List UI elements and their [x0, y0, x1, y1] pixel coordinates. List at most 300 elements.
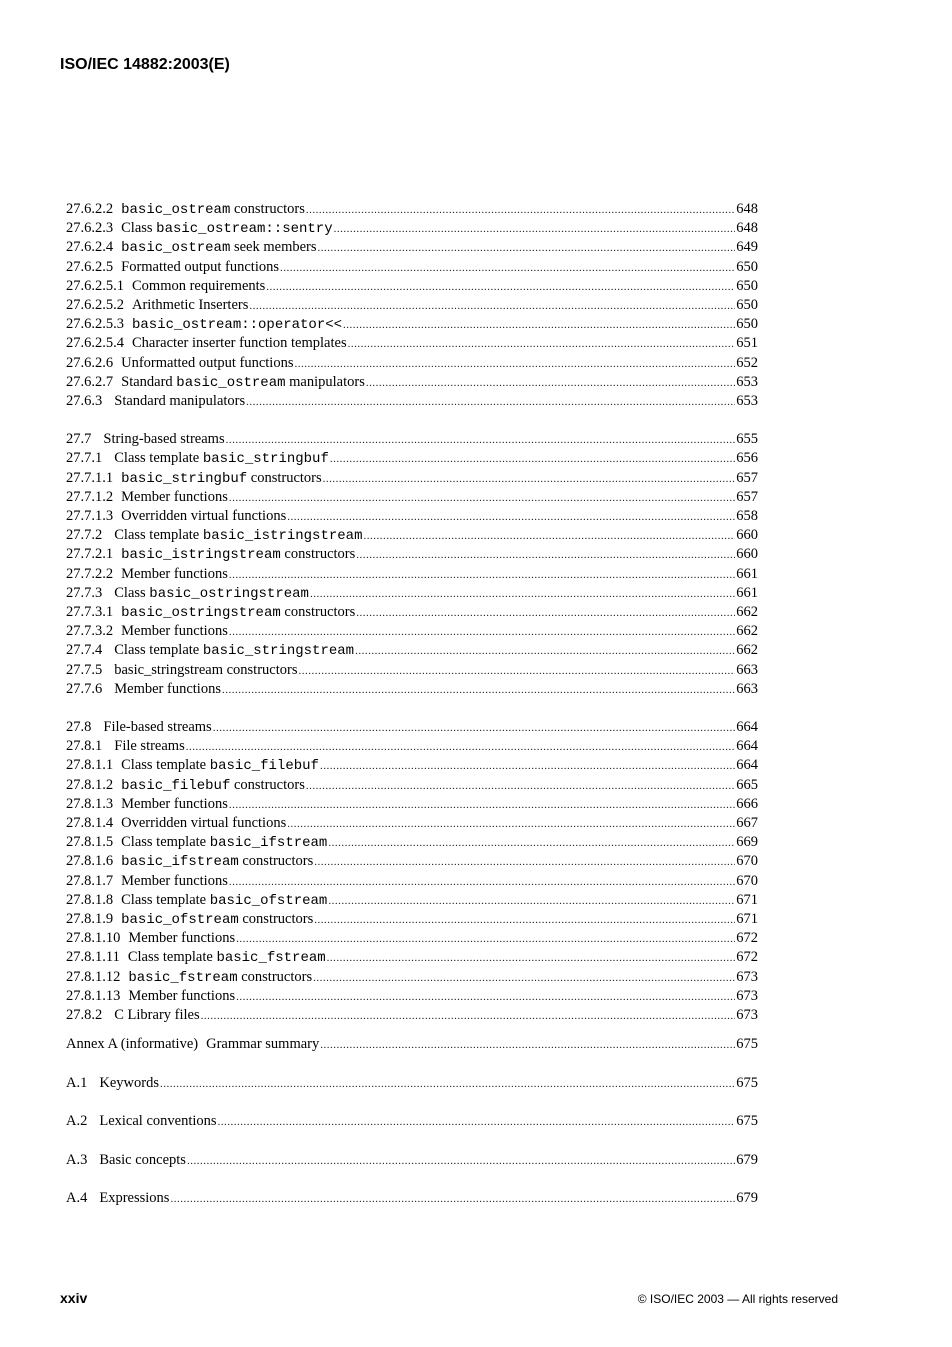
toc-entry[interactable] [66, 622, 758, 641]
toc-entry-page: 679 [736, 1151, 758, 1168]
page-number-label: xxiv [60, 1290, 88, 1306]
toc-entry[interactable] [66, 737, 758, 756]
toc-entry-page: 648 [736, 201, 758, 217]
toc-entry-title [114, 584, 309, 604]
toc-entry-page: 663 [736, 661, 758, 678]
toc-entry[interactable] [66, 430, 758, 449]
toc-entry-page: 670 [736, 853, 758, 870]
toc-entry-page: 662 [736, 642, 758, 659]
toc-entry-number: 27.6.2.2 [66, 201, 114, 217]
toc-entry-title [121, 507, 286, 526]
toc-entry-page: 650 [736, 277, 758, 294]
toc-title-code: basic_ostream [121, 240, 231, 257]
toc-entry[interactable] [66, 373, 758, 392]
toc-title-text: constructors [238, 853, 314, 870]
toc-title-text: Member functions [121, 565, 228, 582]
toc-entry[interactable] [66, 1141, 758, 1180]
toc-entry-number: 27.8.2 [66, 1006, 103, 1023]
toc-title-text: Arithmetic Inserters [132, 296, 249, 313]
toc-entry-number: 27.8.1.13 [66, 987, 121, 1004]
toc-dot-leader [313, 969, 735, 988]
toc-entry-number: 27.7.1.1 [66, 469, 114, 486]
toc-title-text: basic_stringstream constructors [114, 661, 298, 678]
toc-dot-leader [310, 585, 735, 604]
toc-entry-number: 27.6.2.5.4 [66, 335, 124, 352]
toc-entry-page: 661 [736, 565, 758, 582]
toc-entry-number: 27.7.1.2 [66, 488, 114, 505]
toc-entry-page: 653 [736, 392, 758, 409]
toc-dot-leader [306, 777, 735, 796]
toc-entry-title [114, 392, 245, 411]
toc-entry-number: 27.7.1.3 [66, 508, 114, 524]
toc-entry-page: 661 [736, 584, 758, 601]
toc-entry-page: 663 [736, 680, 758, 697]
toc-title-text: Standard manipulators [114, 392, 246, 409]
toc-title-text: constructors [230, 201, 305, 217]
toc-title-text: constructors [280, 603, 356, 620]
toc-entry-page: 669 [736, 834, 758, 851]
toc-entry-title [121, 910, 313, 930]
toc-dot-leader [328, 834, 735, 853]
toc-entry-page: 671 [736, 891, 758, 908]
toc-dot-leader [229, 623, 735, 642]
toc-entry[interactable] [66, 392, 758, 411]
toc-dot-leader [298, 662, 735, 681]
toc-dot-leader [229, 566, 735, 585]
toc-entry-title [128, 968, 312, 988]
toc-section-gap [66, 699, 758, 718]
toc-entry-title [121, 373, 365, 393]
toc-title-text: Member functions [128, 930, 236, 947]
toc-entry[interactable] [66, 469, 758, 488]
toc-entry[interactable] [66, 565, 758, 584]
toc-title-text: Member functions [121, 872, 228, 889]
toc-entry[interactable] [66, 277, 758, 296]
toc-title-text: Class template [121, 834, 210, 851]
toc-entry-page: 664 [736, 719, 758, 736]
toc-entry-number: 27.7.2 [66, 527, 103, 544]
toc-entry-title [114, 661, 297, 680]
toc-title-code: basic_ostringstream [149, 585, 309, 602]
toc-entry[interactable] [66, 756, 758, 775]
toc-entry-number: 27.8.1.12 [66, 968, 121, 985]
toc-entry[interactable] [66, 833, 758, 852]
toc-entry-page: 673 [736, 987, 758, 1004]
toc-entry-number: 27.8 [66, 719, 92, 736]
toc-entry-page: 658 [736, 508, 758, 524]
toc-entry-number: 27.8.1.5 [66, 834, 114, 851]
toc-entry-number: A.3 [66, 1151, 88, 1168]
toc-entry-page: 664 [736, 757, 758, 774]
toc-title-code: basic_ostream [176, 374, 286, 391]
toc-entry-page: 666 [736, 795, 758, 812]
toc-entry-number: A.4 [66, 1190, 88, 1207]
toc-entry-number: 27.6.3 [66, 392, 103, 409]
toc-title-text: manipulators [285, 373, 365, 390]
toc-title-text: Class template [114, 450, 203, 467]
toc-entry[interactable] [66, 891, 758, 910]
toc-entry-number: 27.7.1 [66, 450, 103, 467]
toc-entry-page: 675 [736, 1113, 758, 1130]
toc-title-text: Class [121, 220, 157, 237]
toc-dot-leader [348, 335, 736, 354]
toc-dot-leader [236, 988, 735, 1007]
toc-entry[interactable] [66, 968, 758, 987]
toc-entry[interactable] [66, 1025, 758, 1064]
toc-entry-title [121, 545, 355, 565]
toc-title-text: constructors [280, 546, 356, 563]
toc-dot-leader [280, 259, 735, 278]
toc-title-code: basic_istringstream [121, 547, 281, 564]
toc-entry-title [121, 756, 319, 776]
toc-dot-leader [334, 220, 736, 239]
toc-entry[interactable] [66, 852, 758, 871]
toc-title-text: C Library files [114, 1006, 200, 1023]
toc-title-code: basic_stringbuf [121, 470, 248, 487]
toc-entry-number: 27.7.3.1 [66, 603, 114, 620]
toc-entry[interactable] [66, 603, 758, 622]
toc-entry[interactable] [66, 795, 758, 814]
toc-title-text: Member functions [128, 987, 236, 1004]
toc-entry-title [121, 776, 305, 796]
toc-title-code: basic_ostringstream [121, 604, 281, 621]
toc-entry-number: A.2 [66, 1113, 88, 1130]
toc-title-code: basic_ostream::sentry [156, 221, 333, 238]
toc-entry[interactable] [66, 718, 758, 737]
toc-entry[interactable] [66, 680, 758, 699]
toc-title-code: basic_ostream [121, 202, 231, 218]
toc-entry-page: 675 [736, 1036, 758, 1053]
toc-title-code: basic_ifstream [209, 835, 328, 852]
toc-entry-number: 27.7.3 [66, 584, 103, 601]
toc-entry[interactable] [66, 987, 758, 1006]
toc-entry-title [121, 488, 228, 507]
toc-title-text: Unformatted output functions [121, 354, 294, 371]
toc-entry-page: 671 [736, 910, 758, 927]
toc-title-code: basic_ofstream [121, 911, 239, 928]
toc-title-text: Basic concepts [99, 1151, 186, 1168]
toc-entry[interactable] [66, 1179, 758, 1218]
toc-title-text: String-based streams [103, 431, 225, 448]
toc-entry-title [99, 1141, 186, 1180]
toc-dot-leader [201, 1007, 736, 1026]
toc-title-code: basic_fstream [128, 969, 238, 986]
toc-entry-page: 657 [736, 469, 758, 486]
toc-title-text: Class template [114, 527, 203, 544]
toc-entry-title [99, 1179, 169, 1218]
toc-dot-leader [229, 873, 735, 892]
toc-entry-title [128, 929, 235, 948]
toc-entry[interactable] [66, 296, 758, 315]
toc-entry-number: 27.6.2.3 [66, 220, 114, 237]
toc-entry[interactable] [66, 545, 758, 564]
toc-entry-title [128, 948, 326, 968]
toc-entry-page: 675 [736, 1074, 758, 1091]
table-of-contents [66, 200, 758, 1218]
toc-dot-leader [323, 470, 736, 489]
toc-dot-leader [236, 930, 735, 949]
toc-entry-title [99, 1064, 159, 1103]
toc-entry-page: 657 [736, 488, 758, 505]
toc-entry-number: 27.7.6 [66, 680, 103, 697]
toc-entry-title [121, 872, 228, 891]
toc-dot-leader [229, 489, 735, 508]
toc-entry[interactable] [66, 661, 758, 680]
toc-entry-number: 27.7.2.1 [66, 546, 114, 563]
toc-entry[interactable] [66, 1064, 758, 1103]
toc-entry[interactable] [66, 238, 758, 257]
toc-entry-title [121, 354, 293, 373]
toc-title-code: basic_filebuf [209, 758, 319, 775]
toc-entry-page: 672 [736, 930, 758, 947]
toc-title-code: basic_fstream [216, 950, 326, 967]
toc-entry-page: 662 [736, 603, 758, 620]
toc-dot-leader [343, 316, 735, 335]
toc-title-text: constructors [247, 469, 322, 486]
toc-entry-page: 662 [736, 623, 758, 640]
toc-entry[interactable] [66, 776, 758, 795]
toc-title-text: File streams [114, 738, 185, 755]
toc-entry-page: 665 [736, 776, 758, 793]
toc-dot-leader [356, 546, 735, 565]
toc-entry-number: 27.6.2.5 [66, 258, 114, 275]
toc-title-text: Lexical conventions [99, 1113, 217, 1130]
toc-entry-page: 673 [736, 968, 758, 985]
toc-entry[interactable] [66, 910, 758, 929]
toc-title-code: basic_stringstream [202, 643, 355, 660]
toc-dot-leader [246, 393, 735, 412]
toc-title-code: basic_ifstream [121, 854, 239, 871]
toc-title-text: Class template [121, 757, 210, 774]
toc-entry-number: Annex A (informative) [66, 1036, 199, 1053]
toc-entry-page: 660 [736, 527, 758, 544]
toc-title-text: Class [114, 584, 150, 601]
toc-title-text: Expressions [99, 1190, 170, 1207]
toc-entry-number: 27.8.1.3 [66, 795, 114, 812]
toc-entry-number: 27.6.2.7 [66, 373, 114, 390]
toc-title-code: basic_stringbuf [202, 451, 329, 468]
toc-entry[interactable] [66, 334, 758, 353]
toc-entry[interactable] [66, 200, 758, 219]
toc-entry-page: 667 [736, 815, 758, 831]
toc-entry-title [121, 565, 228, 584]
toc-entry-number: 27.8.1.8 [66, 891, 114, 908]
toc-entry-title [121, 622, 228, 641]
toc-title-text: seek members [230, 239, 317, 256]
toc-entry-page: 651 [736, 335, 758, 352]
toc-title-code: basic_istringstream [202, 528, 363, 545]
toc-entry-number: 27.8.1.6 [66, 853, 114, 870]
toc-entry-number: 27.6.2.5.1 [66, 277, 124, 294]
toc-dot-leader [287, 815, 735, 834]
toc-entry-title [132, 334, 347, 353]
toc-dot-leader [330, 450, 735, 469]
toc-entry-title [114, 526, 362, 546]
toc-dot-leader [320, 1026, 735, 1065]
toc-dot-leader [328, 892, 735, 911]
toc-title-text: constructors [237, 968, 313, 985]
toc-entry-page: 649 [736, 239, 758, 256]
toc-entry[interactable] [66, 449, 758, 468]
toc-entry-page: 673 [736, 1006, 758, 1023]
toc-dot-leader [218, 1103, 736, 1142]
toc-entry-page: 672 [736, 949, 758, 966]
toc-section-gap [66, 411, 758, 430]
toc-entry[interactable] [66, 526, 758, 545]
toc-title-code: basic_ostream::operator<< [132, 317, 343, 334]
toc-entry-title [121, 469, 322, 489]
toc-title-text: Overridden virtual functions [121, 815, 287, 831]
toc-dot-leader [314, 911, 735, 930]
toc-entry[interactable] [66, 1102, 758, 1141]
toc-dot-leader [226, 431, 736, 450]
toc-title-text: Class template [127, 949, 217, 966]
toc-entry-number: 27.8.1.9 [66, 910, 114, 927]
toc-title-text: Keywords [99, 1074, 159, 1091]
toc-entry-number: 27.6.2.6 [66, 354, 114, 371]
toc-entry-number: A.1 [66, 1074, 88, 1091]
toc-entry-title [121, 200, 305, 220]
toc-entry-title [121, 219, 332, 239]
toc-entry-title [114, 737, 184, 756]
toc-entry-number: 27.8.1.1 [66, 757, 114, 774]
toc-entry[interactable] [66, 814, 758, 833]
toc-dot-leader [160, 1065, 735, 1104]
toc-title-text: Standard [121, 373, 177, 390]
toc-entry-number: 27.6.2.5.2 [66, 296, 124, 313]
toc-entry-number: 27.8.1.10 [66, 930, 121, 947]
toc-dot-leader [222, 681, 735, 700]
toc-entry-number: 27.6.2.4 [66, 239, 114, 256]
toc-entry-title [103, 430, 224, 449]
toc-entry-title [114, 1006, 199, 1025]
toc-entry[interactable] [66, 354, 758, 373]
toc-entry-title [121, 833, 327, 853]
toc-entry-title [132, 277, 265, 296]
toc-entry-page: 653 [736, 373, 758, 390]
toc-title-text: Class template [121, 891, 210, 908]
toc-entry-title [121, 814, 286, 833]
toc-entry-title [132, 315, 342, 335]
toc-dot-leader [187, 1142, 735, 1181]
toc-entry[interactable] [66, 488, 758, 507]
toc-dot-leader [314, 853, 735, 872]
toc-entry-title [99, 1102, 216, 1141]
toc-entry-title [128, 987, 235, 1006]
toc-title-text: Overridden virtual functions [121, 508, 287, 524]
toc-dot-leader [249, 297, 735, 316]
toc-entry[interactable] [66, 584, 758, 603]
toc-entry-title [121, 795, 228, 814]
toc-entry[interactable] [66, 872, 758, 891]
toc-entry-page: 655 [736, 431, 758, 448]
toc-entry[interactable] [66, 1006, 758, 1025]
toc-title-text: constructors [238, 910, 314, 927]
toc-dot-leader [318, 239, 736, 258]
document-header-title: ISO/IEC 14882:2003(E) [60, 56, 230, 73]
toc-title-text: File-based streams [103, 719, 212, 736]
toc-title-text: Member functions [121, 623, 228, 640]
toc-dot-leader [287, 508, 735, 527]
toc-entry-number: 27.8.1 [66, 738, 103, 755]
toc-entry-title [121, 891, 327, 911]
toc-entry-title [132, 296, 248, 315]
toc-dot-leader [186, 738, 736, 757]
toc-entry[interactable] [66, 507, 758, 526]
toc-dot-leader [170, 1180, 735, 1219]
toc-entry-number: 27.7.4 [66, 642, 103, 659]
toc-entry[interactable] [66, 929, 758, 948]
toc-entry-title [103, 718, 211, 737]
toc-entry-title [121, 603, 355, 623]
toc-entry-title [121, 258, 279, 277]
toc-entry[interactable] [66, 219, 758, 238]
toc-entry[interactable] [66, 258, 758, 277]
toc-entry-number: 27.7.3.2 [66, 623, 114, 640]
toc-dot-leader [356, 604, 735, 623]
toc-entry-page: 660 [736, 546, 758, 563]
toc-dot-leader [294, 355, 735, 374]
toc-dot-leader [229, 796, 735, 815]
toc-entry-page: 652 [736, 354, 758, 371]
toc-entry-title [114, 449, 329, 469]
toc-dot-leader [363, 527, 735, 546]
toc-entry-title [121, 852, 313, 872]
toc-entry-number: 27.8.1.4 [66, 815, 114, 831]
toc-dot-leader [266, 278, 735, 297]
toc-title-text: Member functions [121, 795, 228, 812]
toc-dot-leader [355, 642, 735, 661]
toc-title-text: Formatted output functions [121, 258, 279, 275]
copyright-notice: © ISO/IEC 2003 — All rights reserved [637, 1292, 838, 1306]
toc-dot-leader [320, 757, 735, 776]
toc-entry-page: 656 [736, 450, 758, 467]
toc-entry-title [206, 1025, 319, 1064]
toc-entry-page: 679 [736, 1190, 758, 1207]
toc-entry-title [114, 680, 221, 699]
toc-entry-page: 664 [736, 738, 758, 755]
toc-entry-page: 650 [736, 296, 758, 313]
toc-title-text: Character inserter function templates [132, 335, 347, 352]
toc-entry-title [114, 641, 354, 661]
toc-dot-leader [366, 374, 735, 393]
toc-entry-number: 27.8.1.7 [66, 872, 114, 889]
toc-entry-page: 648 [736, 220, 758, 237]
toc-entry[interactable] [66, 948, 758, 967]
toc-title-code: basic_filebuf [121, 777, 231, 794]
toc-entry-number: 27.8.1.2 [66, 776, 114, 793]
toc-entry-page: 650 [736, 316, 758, 333]
toc-dot-leader [213, 719, 736, 738]
toc-entry[interactable] [66, 641, 758, 660]
toc-title-text: constructors [230, 776, 305, 793]
toc-title-text: Common requirements [132, 277, 266, 294]
toc-title-text: Class template [114, 642, 203, 659]
toc-title-text: Member functions [114, 680, 221, 697]
toc-entry-title [121, 238, 316, 258]
toc-entry-number: 27.7.5 [66, 661, 103, 678]
toc-entry-number: 27.8.1.11 [66, 949, 120, 966]
toc-entry-number: 27.7 [66, 431, 92, 448]
toc-title-text: Grammar summary [206, 1036, 320, 1053]
toc-title-code: basic_ofstream [209, 892, 328, 909]
toc-title-text: Member functions [121, 488, 228, 505]
toc-entry-page: 650 [736, 258, 758, 275]
toc-entry[interactable] [66, 315, 758, 334]
toc-entry-page: 670 [736, 872, 758, 889]
toc-dot-leader [327, 949, 736, 968]
toc-entry-number: 27.6.2.5.3 [66, 316, 124, 333]
